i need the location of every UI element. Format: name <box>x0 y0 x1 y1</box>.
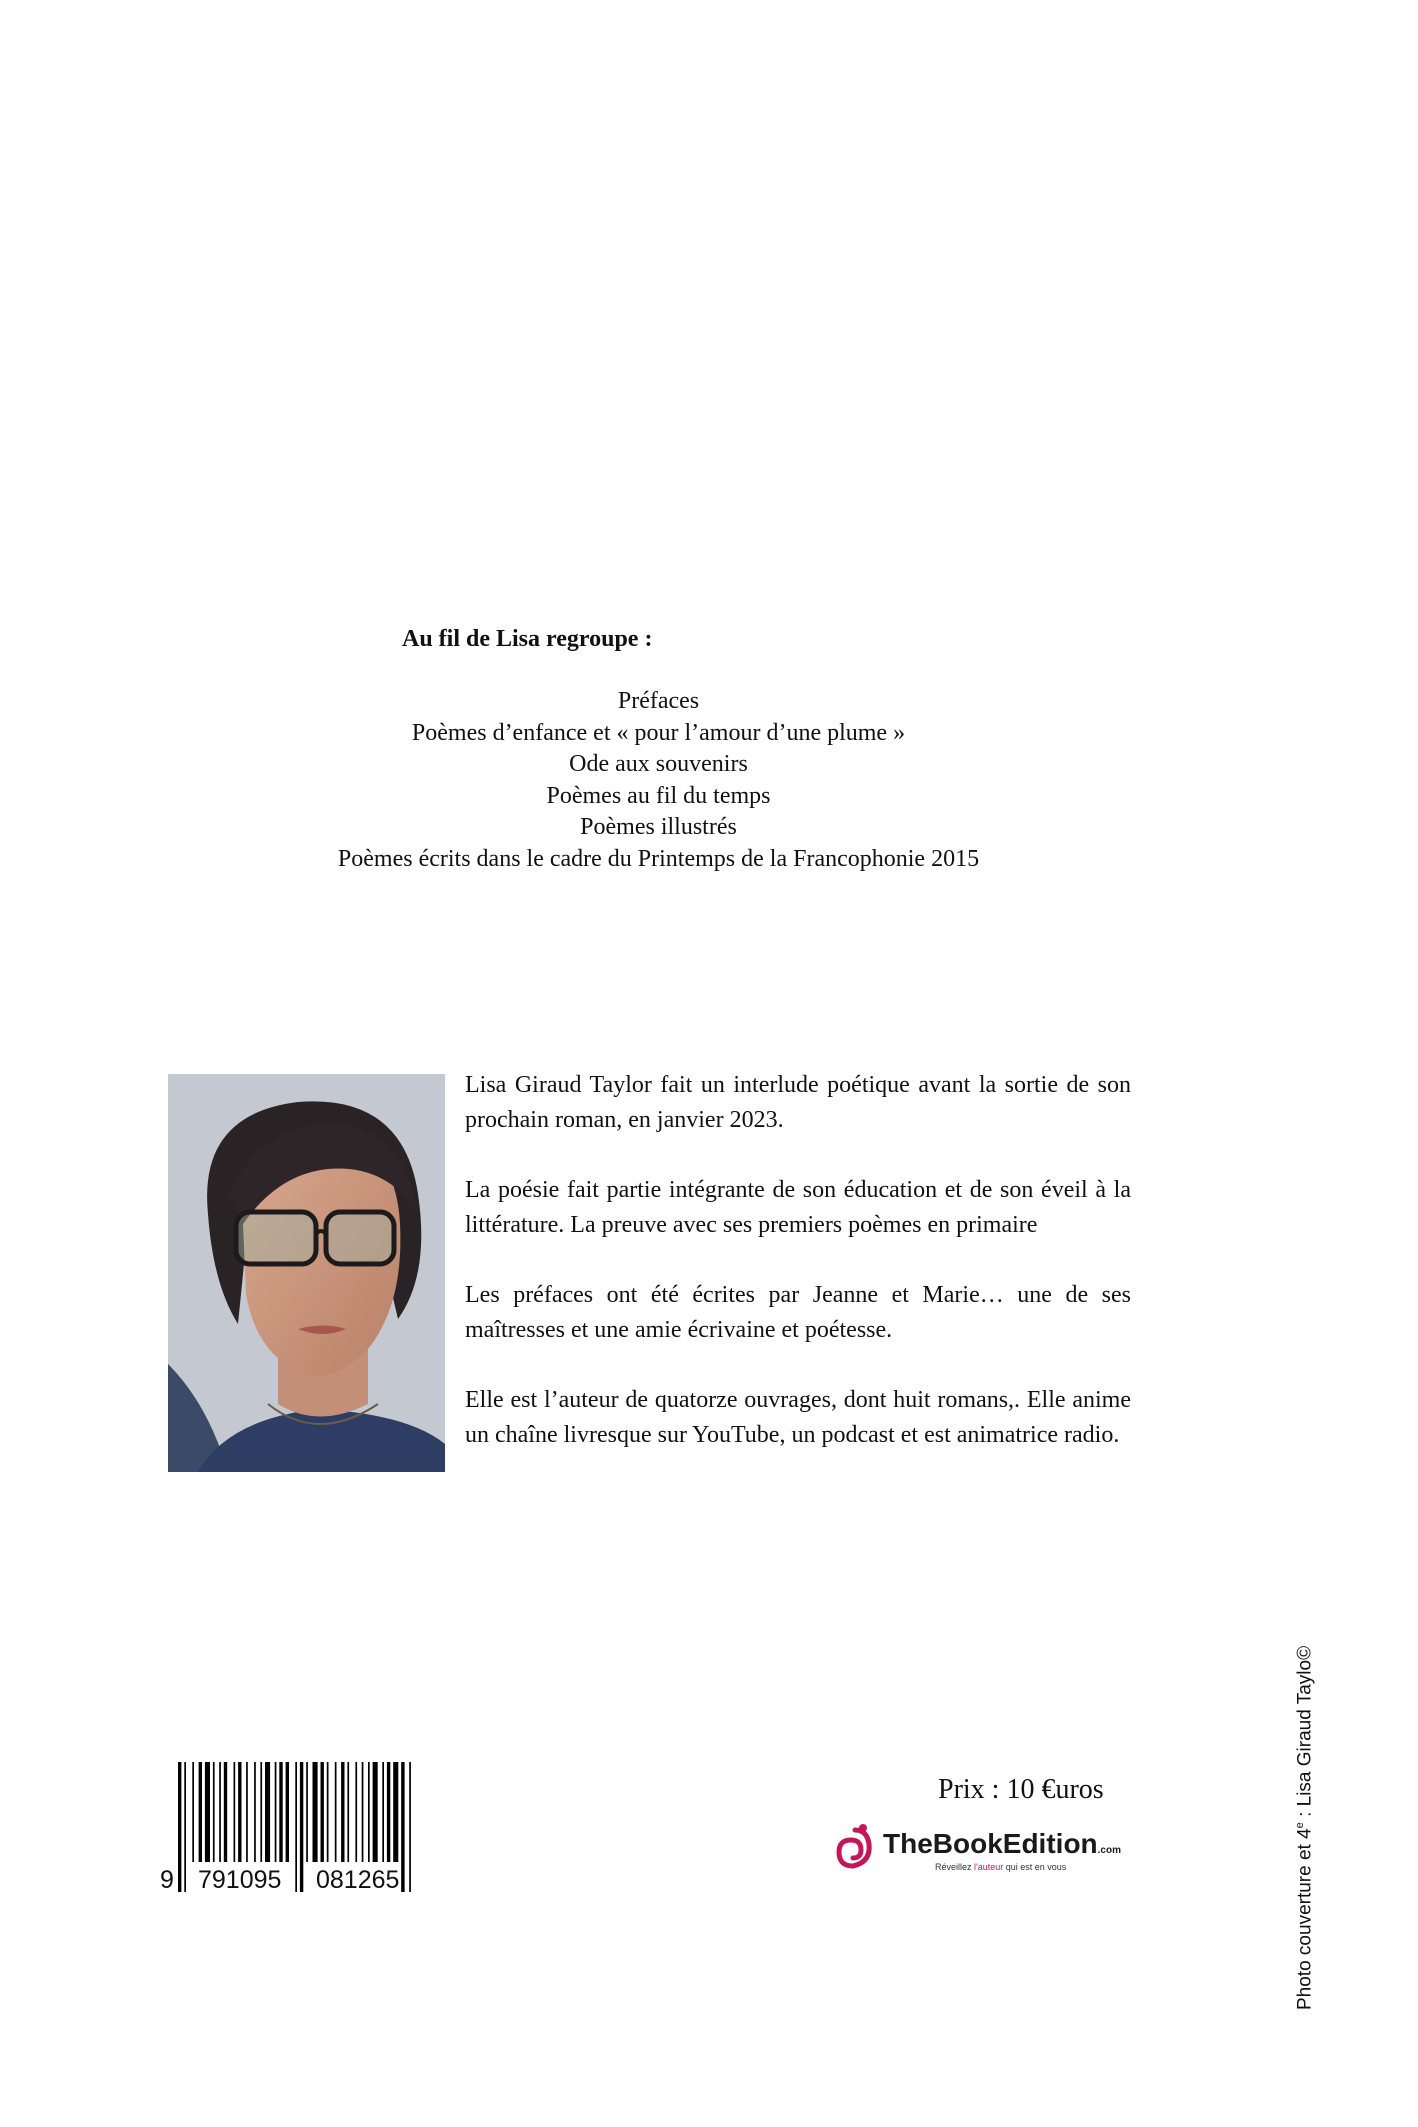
barcode-bar <box>409 1762 411 1892</box>
barcode-bar <box>178 1762 181 1892</box>
price-label: Prix : 10 €uros <box>938 1774 1104 1805</box>
barcode-bar <box>300 1762 303 1892</box>
barcode-bar <box>382 1762 384 1862</box>
barcode-bar <box>341 1762 344 1862</box>
barcode-bar <box>224 1762 227 1862</box>
publisher-suffix: .com <box>1097 1845 1121 1856</box>
contents-item: Poèmes d’enfance et « pour l’amour d’une plume » <box>411 719 906 746</box>
section-heading: Au fil de Lisa regroupe : <box>402 626 653 652</box>
tagline-start: Réveillez <box>935 1862 975 1872</box>
barcode-bar <box>306 1762 308 1862</box>
isbn-digit-lead: 9 <box>160 1866 174 1892</box>
barcode-bar <box>254 1762 256 1862</box>
author-portrait-image <box>168 1074 445 1472</box>
barcode-bar <box>335 1762 337 1862</box>
barcode-bar <box>373 1762 378 1862</box>
contents-item: Poèmes au fil du temps <box>546 782 771 809</box>
photo-credit <box>1294 1646 1316 2010</box>
barcode-graphic <box>160 1762 428 1892</box>
barcode-bar <box>347 1762 349 1862</box>
barcode-bar <box>295 1762 297 1892</box>
barcode-bar <box>184 1762 186 1892</box>
publisher-name-text: TheBookEdition <box>883 1828 1098 1859</box>
tagline-end: qui est en vous <box>1003 1862 1067 1872</box>
isbn-digits-left: 791095 <box>198 1866 282 1892</box>
barcode-bar <box>321 1762 324 1862</box>
isbn-digits-right: 081265 <box>316 1866 400 1892</box>
barcode-bar <box>279 1762 282 1862</box>
author-photo <box>168 1074 445 1472</box>
barcode-bar <box>265 1762 270 1862</box>
barcode-bar <box>362 1762 364 1862</box>
barcode-bar <box>313 1762 318 1862</box>
contents-item: Poèmes écrits dans le cadre du Printemps de la Francophonie 2015 <box>337 845 980 872</box>
barcode-bar <box>401 1762 404 1892</box>
contents-item: Préfaces <box>617 688 700 714</box>
barcode-bar <box>234 1762 236 1862</box>
author-biography <box>465 1068 1131 1488</box>
barcode-bar <box>275 1762 277 1862</box>
barcode-bar <box>327 1762 329 1862</box>
barcode-bar <box>219 1762 221 1862</box>
publisher-logo <box>833 1822 1133 1874</box>
barcode-bar <box>286 1762 289 1862</box>
barcode-bar <box>387 1762 390 1862</box>
credit-text-end: : Lisa Giraud Taylo© <box>1294 1645 1316 1823</box>
contents-item: Ode aux souvenirs <box>569 751 748 777</box>
publisher-tagline <box>935 1862 1066 1872</box>
barcode-bar <box>246 1762 248 1862</box>
bio-paragraph: La poésie fait partie intégrante de son éducation et de son éveil à la littérature. La preuve avec ses premiers poèmes en primaire <box>465 1177 1131 1238</box>
bio-paragraph: Lisa Giraud Taylor fait un interlude poétique avant la sortie de son prochain roman, en janvier 2023. <box>465 1072 1131 1133</box>
barcode-bar <box>192 1762 194 1862</box>
barcode-bar <box>199 1762 202 1862</box>
publisher-name <box>883 1828 1121 1860</box>
barcode-bar <box>355 1762 357 1862</box>
barcode-bar <box>260 1762 262 1862</box>
credit-superscript: e <box>1294 1822 1306 1829</box>
contents-list <box>0 686 1317 875</box>
barcode-bar <box>205 1762 210 1862</box>
contents-item: Poèmes illustrés <box>580 814 737 840</box>
barcode-bar <box>213 1762 215 1862</box>
isbn-barcode <box>160 1762 428 1892</box>
bio-paragraph: Elle est l’auteur de quatorze ouvrages, dont huit romans,. Elle anime un chaîne livresque sur YouTube, un podcast et est animatrice radio. <box>465 1387 1131 1448</box>
barcode-bar <box>368 1762 370 1862</box>
barcode-bar <box>238 1762 241 1862</box>
bio-paragraph: Les préfaces ont été écrites par Jeanne et Marie… une de ses maîtresses et une amie écrivaine et poétesse. <box>465 1282 1131 1343</box>
credit-text-start: Photo couverture et 4 <box>1294 1828 1316 2010</box>
tagline-accent: l'auteur <box>974 1862 1004 1872</box>
barcode-bar <box>393 1762 398 1862</box>
publisher-swirl-icon <box>833 1822 877 1874</box>
